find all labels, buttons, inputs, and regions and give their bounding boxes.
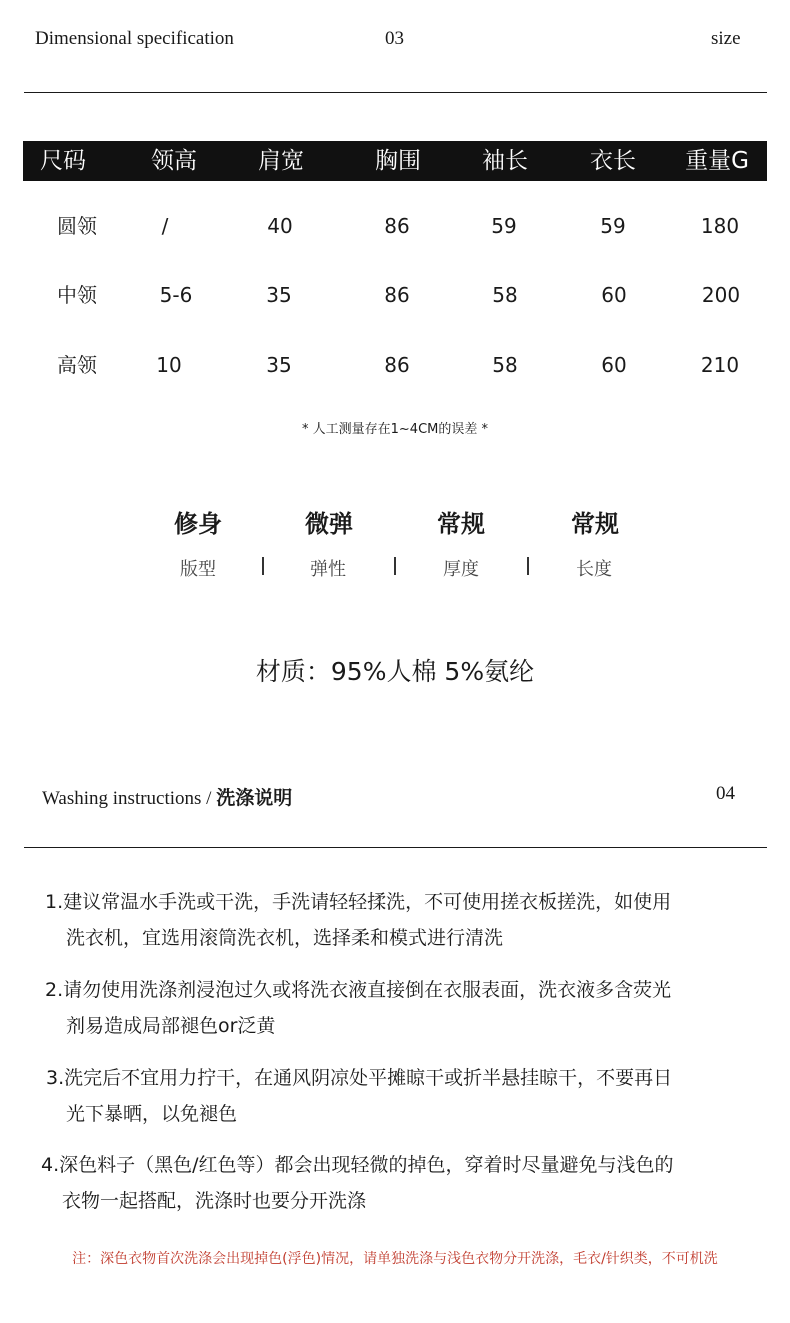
list-item bbox=[45, 972, 765, 1044]
size-section-title: Dimensional specification bbox=[35, 28, 234, 49]
table-cell: 59 bbox=[491, 214, 517, 238]
list-item bbox=[41, 1147, 761, 1219]
attr-separator bbox=[394, 557, 396, 575]
divider-top bbox=[24, 92, 767, 93]
list-item-line: 2.请勿使用洗涤剂浸泡过久或将洗衣液直接倒在衣服表面，洗衣液多含荧光 bbox=[45, 979, 672, 1001]
material-composition: 材质：95%人棉 5%氨纶 bbox=[255, 657, 535, 686]
table-cell: 35 bbox=[266, 283, 292, 307]
measurement-note: * 人工测量存在1~4CM的误差 * bbox=[302, 422, 488, 437]
wash-section-title bbox=[42, 783, 292, 810]
table-cell: 58 bbox=[492, 353, 518, 377]
list-item-line: 1.建议常温水手洗或干洗，手洗请轻轻揉洗，不可使用搓衣板搓洗，如使用 bbox=[45, 891, 672, 913]
size-section-tag: size bbox=[711, 28, 741, 49]
table-cell: 86 bbox=[384, 353, 410, 377]
list-item bbox=[46, 1060, 766, 1132]
table-cell: 58 bbox=[492, 283, 518, 307]
table-cell: 200 bbox=[701, 283, 741, 307]
table-cell: 86 bbox=[384, 214, 410, 238]
list-item-line: 剂易造成局部褪色or泛黄 bbox=[66, 1015, 276, 1037]
list-item-line: 光下暴晒，以免褪色 bbox=[66, 1103, 238, 1125]
list-item bbox=[45, 884, 765, 956]
wash-title-en: Washing instructions / bbox=[42, 788, 217, 809]
header-chest: 胸围 bbox=[375, 148, 421, 174]
header-shoulder: 肩宽 bbox=[258, 148, 304, 174]
table-cell: / bbox=[161, 214, 169, 238]
table-cell: 40 bbox=[267, 214, 293, 238]
header-size: 尺码 bbox=[40, 148, 86, 174]
table-cell: 35 bbox=[266, 353, 292, 377]
table-row bbox=[0, 280, 790, 310]
wash-section-number: 04 bbox=[716, 783, 735, 804]
table-row bbox=[0, 350, 790, 380]
attr-separator bbox=[527, 557, 529, 575]
attr-thickness-value: 常规 bbox=[437, 510, 485, 538]
washing-warning-note: 注：深色衣物首次洗涤会出现掉色(浮色)情况，请单独洗涤与浅色衣物分开洗涤，毛衣/针织类，不可机洗 bbox=[72, 1251, 718, 1267]
attr-stretch-value: 微弹 bbox=[305, 510, 353, 538]
table-cell: 高领 bbox=[57, 353, 97, 377]
table-cell: 210 bbox=[700, 353, 740, 377]
attr-separator bbox=[262, 557, 264, 575]
list-item-line: 衣物一起搭配，洗涤时也要分开洗涤 bbox=[62, 1190, 367, 1212]
list-item-line: 4.深色料子（黑色/红色等）都会出现轻微的掉色，穿着时尽量避免与浅色的 bbox=[41, 1154, 674, 1176]
table-row bbox=[0, 211, 790, 241]
attr-length-label: 长度 bbox=[576, 559, 612, 580]
table-cell: 86 bbox=[384, 283, 410, 307]
attr-thickness-label: 厚度 bbox=[443, 559, 479, 580]
list-item-line: 3.洗完后不宜用力拧干，在通风阴凉处平摊晾干或折半悬挂晾干，不要再日 bbox=[46, 1067, 673, 1089]
attr-fit-label: 版型 bbox=[180, 559, 216, 580]
table-cell: 5-6 bbox=[159, 283, 193, 307]
attr-fit-value: 修身 bbox=[174, 510, 222, 538]
table-cell: 60 bbox=[601, 353, 627, 377]
table-cell: 60 bbox=[601, 283, 627, 307]
table-cell: 59 bbox=[600, 214, 626, 238]
attr-length-value: 常规 bbox=[571, 510, 619, 538]
size-table-header bbox=[23, 141, 767, 181]
header-length: 衣长 bbox=[590, 148, 636, 174]
divider-wash bbox=[24, 847, 767, 848]
header-collar: 领高 bbox=[151, 148, 197, 174]
header-weight: 重量G bbox=[685, 148, 749, 174]
attr-stretch-label: 弹性 bbox=[310, 559, 346, 580]
table-cell: 10 bbox=[156, 353, 182, 377]
header-sleeve: 袖长 bbox=[482, 148, 528, 174]
wash-title-cn: 洗涤说明 bbox=[216, 787, 293, 809]
table-cell: 中领 bbox=[57, 283, 97, 307]
list-item-line: 洗衣机，宜选用滚筒洗衣机，选择柔和模式进行清洗 bbox=[66, 927, 504, 949]
size-section-number: 03 bbox=[385, 28, 404, 49]
table-cell: 圆领 bbox=[57, 214, 97, 238]
table-cell: 180 bbox=[700, 214, 740, 238]
